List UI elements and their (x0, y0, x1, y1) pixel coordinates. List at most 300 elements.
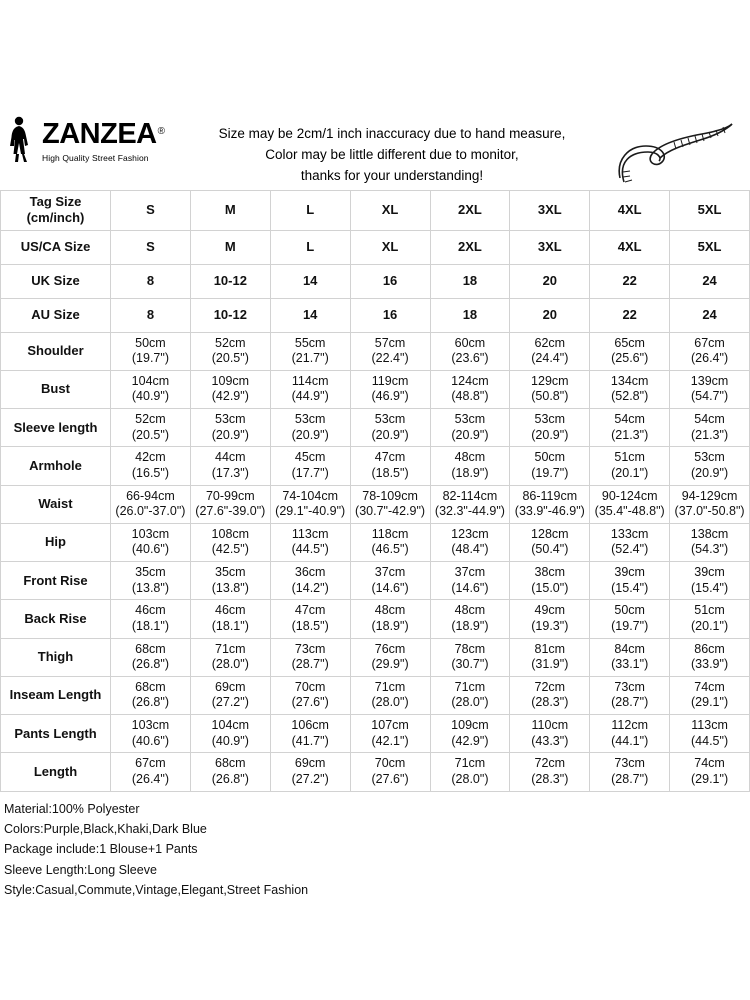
measurement-inch: (28.7") (291, 657, 329, 672)
measurement-inch: (42.1") (371, 733, 409, 748)
measurement-inch: (18.9") (451, 465, 489, 480)
measurement-inch: (26.8") (211, 771, 249, 786)
measurement-cm: 107cm (371, 718, 409, 732)
measurement-cm: 53cm (454, 412, 486, 426)
table-cell (590, 562, 670, 600)
row-header: UK Size (1, 264, 111, 298)
table-cell (590, 676, 670, 714)
table-cell (190, 332, 270, 370)
table-cell (111, 409, 191, 447)
table-cell (670, 447, 750, 485)
table-cell (510, 753, 590, 791)
product-detail-line: Colors:Purple,Black,Khaki,Dark Blue (4, 821, 207, 836)
table-row (1, 638, 750, 676)
measurement-inch: (27.2") (291, 771, 329, 786)
table-cell: 2XL (430, 230, 510, 264)
table-cell (350, 753, 430, 791)
measurement-inch: (20.9") (531, 427, 569, 442)
table-row (1, 485, 750, 523)
product-detail-line: Style:Casual,Commute,Vintage,Elegant,Street Fashion (4, 883, 309, 897)
row-header: AU Size (1, 298, 111, 332)
table-cell: M (190, 230, 270, 264)
product-detail-line: Sleeve Length:Long Sleeve (4, 862, 157, 877)
table-cell (670, 676, 750, 714)
table-cell: 8 (111, 298, 191, 332)
table-cell (510, 638, 590, 676)
measurement-inch: (42.5") (211, 542, 249, 557)
table-cell (510, 715, 590, 753)
measurement-cm: 50cm (614, 603, 645, 618)
product-detail-line: Material:100% Polyester (4, 801, 140, 816)
table-cell (111, 562, 191, 600)
measurement-inch: (27.2") (211, 695, 249, 710)
measurement-inch: (23.6") (451, 351, 489, 366)
table-cell (111, 753, 191, 791)
row-header: Waist (1, 485, 111, 523)
measurement-inch: (43.3") (531, 733, 569, 748)
measurement-cm: 52cm (135, 412, 166, 426)
table-cell (590, 753, 670, 791)
table-cell (111, 600, 191, 638)
measurement-cm: 47cm (374, 450, 406, 465)
measurement-inch: (16.5") (131, 465, 169, 480)
measurement-cm: 35cm (135, 565, 166, 579)
table-cell (270, 370, 350, 408)
measurement-cm: 104cm (131, 373, 170, 388)
measurement-inch: (29.1"-40.9") (275, 504, 346, 519)
brand-tagline: High Quality Street Fashion (42, 153, 149, 163)
measurement-cm: 133cm (610, 526, 649, 541)
measurement-inch: (27.6"-39.0") (195, 504, 266, 519)
table-cell (510, 332, 590, 370)
table-cell: 18 (430, 264, 510, 298)
table-cell (670, 523, 750, 561)
row-header: Pants Length (1, 715, 111, 753)
measurement-inch: (13.8") (131, 580, 169, 595)
table-cell (590, 485, 670, 523)
measurement-cm: 86-119cm (522, 488, 578, 503)
table-cell (430, 638, 510, 676)
table-cell (270, 600, 350, 638)
measurement-inch: (46.5") (371, 542, 409, 557)
measurement-cm: 81cm (534, 641, 566, 656)
measurement-cm: 51cm (614, 450, 645, 465)
measurement-inch: (42.9") (451, 733, 489, 748)
table-cell (510, 370, 590, 408)
table-cell: 16 (350, 264, 430, 298)
measurement-cm: 82-114cm (442, 488, 498, 503)
table-cell (510, 523, 590, 561)
measurement-inch: (40.6") (131, 733, 169, 748)
table-cell: 3XL (510, 191, 590, 231)
table-cell: 14 (270, 264, 350, 298)
brand-registered-mark: ® (157, 126, 165, 137)
measurement-cm: 113cm (291, 526, 329, 541)
table-cell: 24 (670, 298, 750, 332)
measurement-inch: (20.5") (131, 427, 169, 442)
table-row (1, 298, 750, 332)
measurement-inch: (17.7") (291, 465, 329, 480)
row-header: Sleeve length (1, 409, 111, 447)
measurement-cm: 109cm (211, 373, 250, 388)
measurement-inch: (25.6") (611, 351, 649, 366)
measurement-inch: (29.1") (691, 695, 729, 710)
table-row (1, 715, 750, 753)
measurement-cm: 74cm (694, 756, 725, 771)
table-cell (270, 753, 350, 791)
measurement-inch: (14.2") (291, 580, 329, 595)
row-header: Shoulder (1, 332, 111, 370)
measurement-cm: 45cm (294, 450, 326, 465)
table-cell (350, 447, 430, 485)
brand-block (6, 108, 170, 163)
table-cell: 18 (430, 298, 510, 332)
table-cell (430, 676, 510, 714)
table-cell: 10-12 (190, 264, 270, 298)
measurement-inch: (44.9") (291, 389, 329, 404)
measurement-cm: 134cm (610, 373, 649, 388)
measurement-cm: 51cm (694, 603, 725, 618)
table-cell (190, 447, 270, 485)
table-cell (510, 600, 590, 638)
table-cell (430, 562, 510, 600)
table-cell (270, 638, 350, 676)
measurement-inch: (15.4") (611, 580, 649, 595)
measurement-cm: 36cm (294, 565, 326, 579)
table-cell (111, 485, 191, 523)
table-cell (190, 715, 270, 753)
measurement-inch: (37.0"-50.8") (674, 504, 745, 519)
measurement-cm: 68cm (135, 641, 166, 656)
table-cell: 20 (510, 264, 590, 298)
measurement-cm: 50cm (135, 335, 166, 350)
table-cell (350, 600, 430, 638)
measurement-inch: (28.0") (451, 695, 489, 710)
table-row (1, 409, 750, 447)
size-chart-sheet (0, 108, 750, 901)
measurement-inch: (30.7"-42.9") (355, 504, 426, 519)
product-detail-line: Package include:1 Blouse+1 Pants (4, 842, 198, 857)
measurement-cm: 72cm (534, 756, 566, 771)
measurement-inch: (22.4") (371, 351, 409, 366)
table-cell (190, 370, 270, 408)
measurement-inch: (33.9") (691, 657, 729, 672)
table-row (1, 676, 750, 714)
table-cell: 2XL (430, 191, 510, 231)
measurement-cm: 138cm (690, 526, 729, 541)
measurement-inch: (28.7") (611, 695, 649, 710)
table-row (1, 562, 750, 600)
row-header: Front Rise (1, 562, 111, 600)
table-cell (111, 715, 191, 753)
measurement-cm: 53cm (294, 412, 326, 426)
measurement-cm: 48cm (374, 603, 406, 618)
table-row (1, 332, 750, 370)
measurement-cm: 112cm (611, 718, 648, 732)
measurement-inch: (52.4") (611, 542, 649, 557)
table-cell (590, 523, 670, 561)
table-cell (350, 562, 430, 600)
table-cell (430, 715, 510, 753)
table-cell: L (270, 230, 350, 264)
measurement-inch: (20.9") (451, 427, 489, 442)
measurement-cm: 73cm (294, 641, 326, 656)
table-cell: XL (350, 230, 430, 264)
measurement-cm: 39cm (694, 565, 725, 579)
measurement-cm: 54cm (694, 412, 725, 426)
table-cell (590, 638, 670, 676)
measurement-inch: (26.4") (691, 351, 729, 366)
measurement-cm: 53cm (534, 412, 566, 426)
table-cell (270, 676, 350, 714)
table-cell (670, 562, 750, 600)
measurement-inch: (31.9") (531, 657, 569, 672)
measurement-inch: (54.7") (691, 389, 729, 404)
table-cell: 22 (590, 264, 670, 298)
table-cell: 10-12 (190, 298, 270, 332)
chart-header (0, 108, 750, 190)
measurement-cm: 74cm (694, 679, 725, 694)
table-cell (590, 409, 670, 447)
measurement-inch: (50.4") (531, 542, 569, 557)
table-cell (430, 485, 510, 523)
table-cell: M (190, 191, 270, 231)
table-cell (430, 332, 510, 370)
measurement-cm: 110cm (531, 718, 569, 732)
table-cell (670, 600, 750, 638)
table-cell: 22 (590, 298, 670, 332)
row-header: Back Rise (1, 600, 111, 638)
table-cell (510, 485, 590, 523)
measurement-inch: (17.3") (211, 465, 249, 480)
measurement-cm: 118cm (371, 526, 409, 541)
measurement-cm: 44cm (215, 450, 246, 465)
table-cell (430, 409, 510, 447)
table-cell: S (111, 191, 191, 231)
measurement-cm: 50cm (534, 450, 566, 465)
table-cell (430, 753, 510, 791)
table-cell (590, 370, 670, 408)
measurement-cm: 69cm (215, 679, 246, 694)
measurement-cm: 67cm (135, 756, 166, 771)
measurement-inch: (48.8") (451, 389, 489, 404)
measurement-cm: 38cm (534, 565, 566, 579)
table-cell (670, 485, 750, 523)
measurement-cm: 71cm (374, 679, 406, 694)
measurement-inch: (14.6") (371, 580, 409, 595)
measurement-inch: (40.9") (211, 733, 249, 748)
table-cell (350, 332, 430, 370)
table-cell: 14 (270, 298, 350, 332)
size-table-body (1, 191, 750, 792)
measurement-inch: (18.5") (291, 618, 329, 633)
measurement-cm: 60cm (454, 335, 486, 350)
measurement-cm: 123cm (451, 526, 489, 541)
measurement-inch: (20.9") (291, 427, 329, 442)
row-header-line-2: (cm/inch) (26, 210, 85, 226)
table-cell: 5XL (670, 230, 750, 264)
measurement-inch: (26.8") (131, 657, 169, 672)
table-cell: 20 (510, 298, 590, 332)
measurement-inch: (29.9") (371, 657, 409, 672)
measurement-inch: (19.7") (131, 351, 169, 366)
measurement-inch: (40.6") (131, 542, 169, 557)
measurement-cm: 62cm (534, 335, 566, 350)
measurement-cm: 46cm (215, 603, 246, 618)
row-header: Length (1, 753, 111, 791)
table-cell (510, 409, 590, 447)
measurement-inch: (26.0"-37.0") (115, 504, 186, 519)
row-header: Inseam Length (1, 676, 111, 714)
disclaimer-line-1: Size may be 2cm/1 inch inaccuracy due to hand measure, (218, 126, 566, 141)
table-cell (430, 370, 510, 408)
measurement-inch: (26.8") (131, 695, 169, 710)
table-cell (510, 676, 590, 714)
table-cell (111, 332, 191, 370)
table-cell (430, 447, 510, 485)
measurement-cm: 48cm (454, 450, 486, 465)
row-header: US/CA Size (1, 230, 111, 264)
measurement-inch: (20.1") (691, 618, 729, 633)
disclaimer-line-2: Color may be little different due to monitor, (265, 146, 519, 162)
table-row (1, 191, 750, 231)
measurement-cm: 54cm (614, 412, 645, 426)
table-cell (270, 562, 350, 600)
table-cell: XL (350, 191, 430, 231)
measurement-cm: 46cm (135, 603, 166, 618)
measurement-inch: (50.8") (531, 389, 569, 404)
measurement-inch: (44.1") (611, 733, 649, 748)
measuring-tape-icon (614, 108, 744, 191)
table-cell (510, 562, 590, 600)
measurement-inch: (54.3") (691, 542, 729, 557)
table-cell (350, 676, 430, 714)
table-cell (270, 485, 350, 523)
measurement-cm: 103cm (131, 718, 170, 732)
measurement-inch: (13.8") (211, 580, 249, 595)
table-cell (190, 676, 270, 714)
measurement-cm: 86cm (694, 641, 725, 656)
table-cell (190, 523, 270, 561)
table-cell (270, 447, 350, 485)
table-cell (350, 370, 430, 408)
measurement-cm: 119cm (371, 373, 409, 388)
measurement-cm: 71cm (454, 679, 486, 694)
measurement-inch: (27.6") (371, 771, 409, 786)
table-cell (270, 332, 350, 370)
measurement-cm: 74-104cm (282, 488, 338, 503)
measurement-inch: (19.3") (531, 618, 569, 633)
measurement-cm: 129cm (531, 373, 569, 388)
measurement-inch: (28.7") (611, 771, 649, 786)
table-cell (350, 409, 430, 447)
table-cell (270, 715, 350, 753)
measurement-cm: 47cm (294, 603, 326, 618)
table-cell (111, 447, 191, 485)
table-cell (590, 600, 670, 638)
measurement-inch: (44.5") (291, 542, 329, 557)
measurement-cm: 49cm (534, 603, 566, 618)
size-table (0, 190, 750, 792)
row-header (1, 191, 111, 231)
measurement-inch: (28.3") (531, 771, 569, 786)
measurement-inch: (28.0") (451, 771, 489, 786)
row-header: Bust (1, 370, 111, 408)
measurement-inch: (27.6") (291, 695, 329, 710)
table-cell: 16 (350, 298, 430, 332)
table-cell: S (111, 230, 191, 264)
measurement-cm: 73cm (614, 679, 645, 694)
row-header-line-1: Tag Size (29, 194, 82, 209)
measurement-inch: (46.9") (371, 389, 409, 404)
table-row (1, 230, 750, 264)
table-cell: 4XL (590, 191, 670, 231)
product-details (0, 792, 750, 901)
measurement-inch: (19.7") (611, 618, 649, 633)
measurement-inch: (26.4") (131, 771, 169, 786)
measurement-inch: (30.7") (451, 657, 489, 672)
table-cell (111, 676, 191, 714)
measurement-inch: (18.9") (371, 618, 409, 633)
table-row (1, 523, 750, 561)
measurement-cm: 55cm (294, 335, 326, 350)
measurement-cm: 53cm (215, 412, 246, 426)
measurement-inch: (18.1") (131, 618, 169, 633)
measurement-cm: 53cm (374, 412, 406, 426)
disclaimer-text (170, 108, 614, 187)
table-cell (590, 715, 670, 753)
table-cell (190, 753, 270, 791)
row-header: Thigh (1, 638, 111, 676)
measurement-cm: 53cm (694, 450, 725, 465)
table-cell (111, 638, 191, 676)
table-cell (670, 409, 750, 447)
measurement-cm: 68cm (215, 756, 246, 771)
measurement-cm: 35cm (215, 565, 246, 579)
measurement-cm: 104cm (211, 718, 250, 732)
measurement-cm: 37cm (374, 565, 406, 579)
measurement-cm: 70cm (294, 679, 326, 694)
table-cell (430, 523, 510, 561)
table-row (1, 447, 750, 485)
table-cell (510, 447, 590, 485)
table-cell (270, 523, 350, 561)
measurement-cm: 113cm (691, 718, 728, 732)
measurement-inch: (18.5") (371, 465, 409, 480)
table-cell (190, 409, 270, 447)
table-cell (111, 523, 191, 561)
measurement-inch: (20.1") (611, 465, 649, 480)
table-cell (270, 409, 350, 447)
table-cell (430, 600, 510, 638)
measurement-cm: 84cm (614, 641, 645, 656)
measurement-inch: (29.1") (691, 771, 729, 786)
measurement-cm: 66-94cm (126, 488, 175, 503)
table-cell (590, 447, 670, 485)
table-cell (590, 332, 670, 370)
table-cell: L (270, 191, 350, 231)
measurement-inch: (21.3") (691, 427, 729, 442)
table-row (1, 600, 750, 638)
table-cell (350, 715, 430, 753)
measurement-inch: (21.3") (611, 427, 649, 442)
measurement-cm: 70-99cm (205, 488, 255, 503)
measurement-inch: (19.7") (531, 465, 569, 480)
measurement-inch: (33.1") (611, 657, 649, 672)
table-cell (190, 638, 270, 676)
measurement-inch: (20.9") (211, 427, 249, 442)
measurement-inch: (20.9") (691, 465, 729, 480)
